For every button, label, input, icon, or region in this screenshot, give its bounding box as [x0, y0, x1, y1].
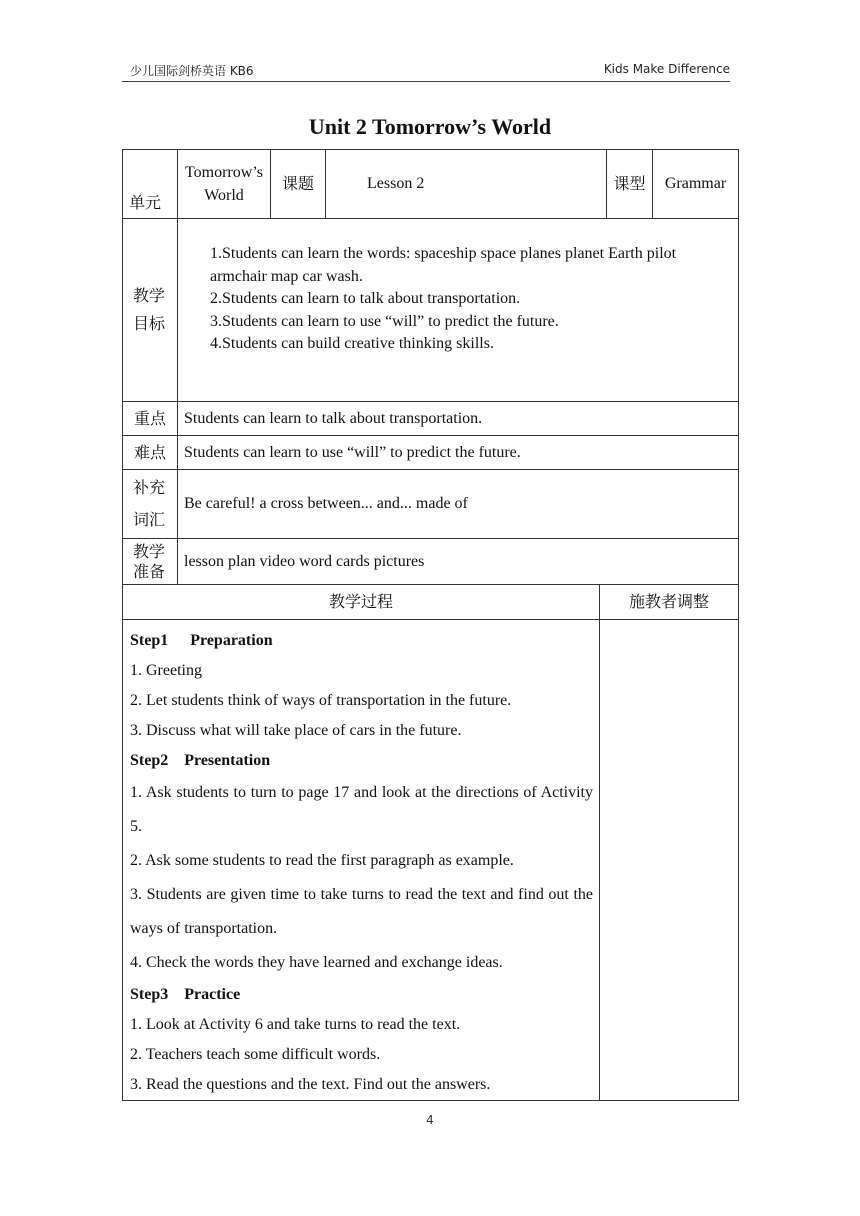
- step1-item: 2. Let students think of ways of transportation in the future.: [130, 692, 512, 709]
- key-label: 重点: [123, 402, 178, 436]
- process-content: [123, 620, 600, 1101]
- page-number: 4: [426, 1113, 434, 1127]
- step3-id: Step3: [130, 986, 169, 1003]
- lesson-plan-table: [122, 149, 739, 1101]
- type-label: 课型: [607, 150, 653, 219]
- adjust-header: 施教者调整: [600, 585, 739, 620]
- document-title: Unit 2 Tomorrow’s World: [308, 114, 552, 139]
- step3-item: 1. Look at Activity 6 and take turns to read the text.: [130, 1016, 461, 1033]
- vocab-row: [123, 470, 739, 539]
- key-value: Students can learn to talk about transportation.: [178, 402, 739, 436]
- step1-id: Step1: [130, 632, 169, 649]
- prep-value: lesson plan video word cards pictures: [178, 539, 739, 585]
- step1-title: [130, 626, 593, 656]
- objectives-label: 教学目标: [123, 219, 178, 402]
- step1-item: 1. Greeting: [130, 662, 202, 679]
- key-row: [123, 402, 739, 436]
- process-header-row: [123, 585, 739, 620]
- process-row: [123, 620, 739, 1101]
- objectives-list: [178, 219, 739, 402]
- step2-title: [130, 746, 593, 776]
- difficult-label: 难点: [123, 436, 178, 470]
- unit-label: 单元: [123, 150, 178, 219]
- objectives-row: [123, 219, 739, 402]
- topic-label: 课题: [271, 150, 326, 219]
- objective-item: 2.Students can learn to talk about transportation.: [210, 290, 521, 307]
- adjust-content: [600, 620, 739, 1101]
- unit-value: Tomorrow’s World: [178, 150, 271, 219]
- step2-item: 3. Students are given time to take turns to read the text and find out the ways of transportation.: [130, 886, 593, 937]
- step2-id: Step2: [130, 752, 169, 769]
- objective-item: 3.Students can learn to use “will” to predict the future.: [210, 312, 559, 330]
- step3-name: Practice: [184, 986, 241, 1003]
- header-left: 少儿国际剑桥英语 KB6: [130, 64, 254, 78]
- process-header: 教学过程: [123, 585, 600, 620]
- step3-item: 3. Read the questions and the text. Find out the answers.: [130, 1076, 491, 1093]
- objective-item: 1.Students can learn the words: spaceship space planes planet Earth pilot armchair map car wash.: [210, 245, 677, 285]
- header-divider: [122, 81, 730, 82]
- step3-title: [130, 980, 593, 1010]
- step2-item: 2. Ask some students to read the first paragraph as example.: [130, 852, 514, 869]
- type-value: Grammar: [653, 150, 739, 219]
- prep-label: 教学准备: [123, 539, 178, 585]
- objective-item: 4.Students can build creative thinking skills.: [210, 335, 494, 352]
- vocab-value: Be careful! a cross between... and... made of: [178, 470, 739, 539]
- step1-name: Preparation: [190, 632, 273, 649]
- vocab-label: 补充词汇: [123, 470, 178, 539]
- step2-item: 1. Ask students to turn to page 17 and look at the directions of Activity 5.: [130, 784, 593, 835]
- topic-value: Lesson 2: [326, 150, 607, 219]
- step2-item: 4. Check the words they have learned and exchange ideas.: [130, 954, 503, 971]
- difficult-value: Students can learn to use “will” to predict the future.: [178, 436, 739, 470]
- unit-row: [123, 150, 739, 219]
- step2-name: Presentation: [184, 752, 271, 769]
- header-right: Kids Make Difference: [603, 62, 730, 76]
- prep-row: [123, 539, 739, 585]
- step3-item: 2. Teachers teach some difficult words.: [130, 1046, 381, 1063]
- step1-item: 3. Discuss what will take place of cars in the future.: [130, 722, 462, 739]
- difficult-row: [123, 436, 739, 470]
